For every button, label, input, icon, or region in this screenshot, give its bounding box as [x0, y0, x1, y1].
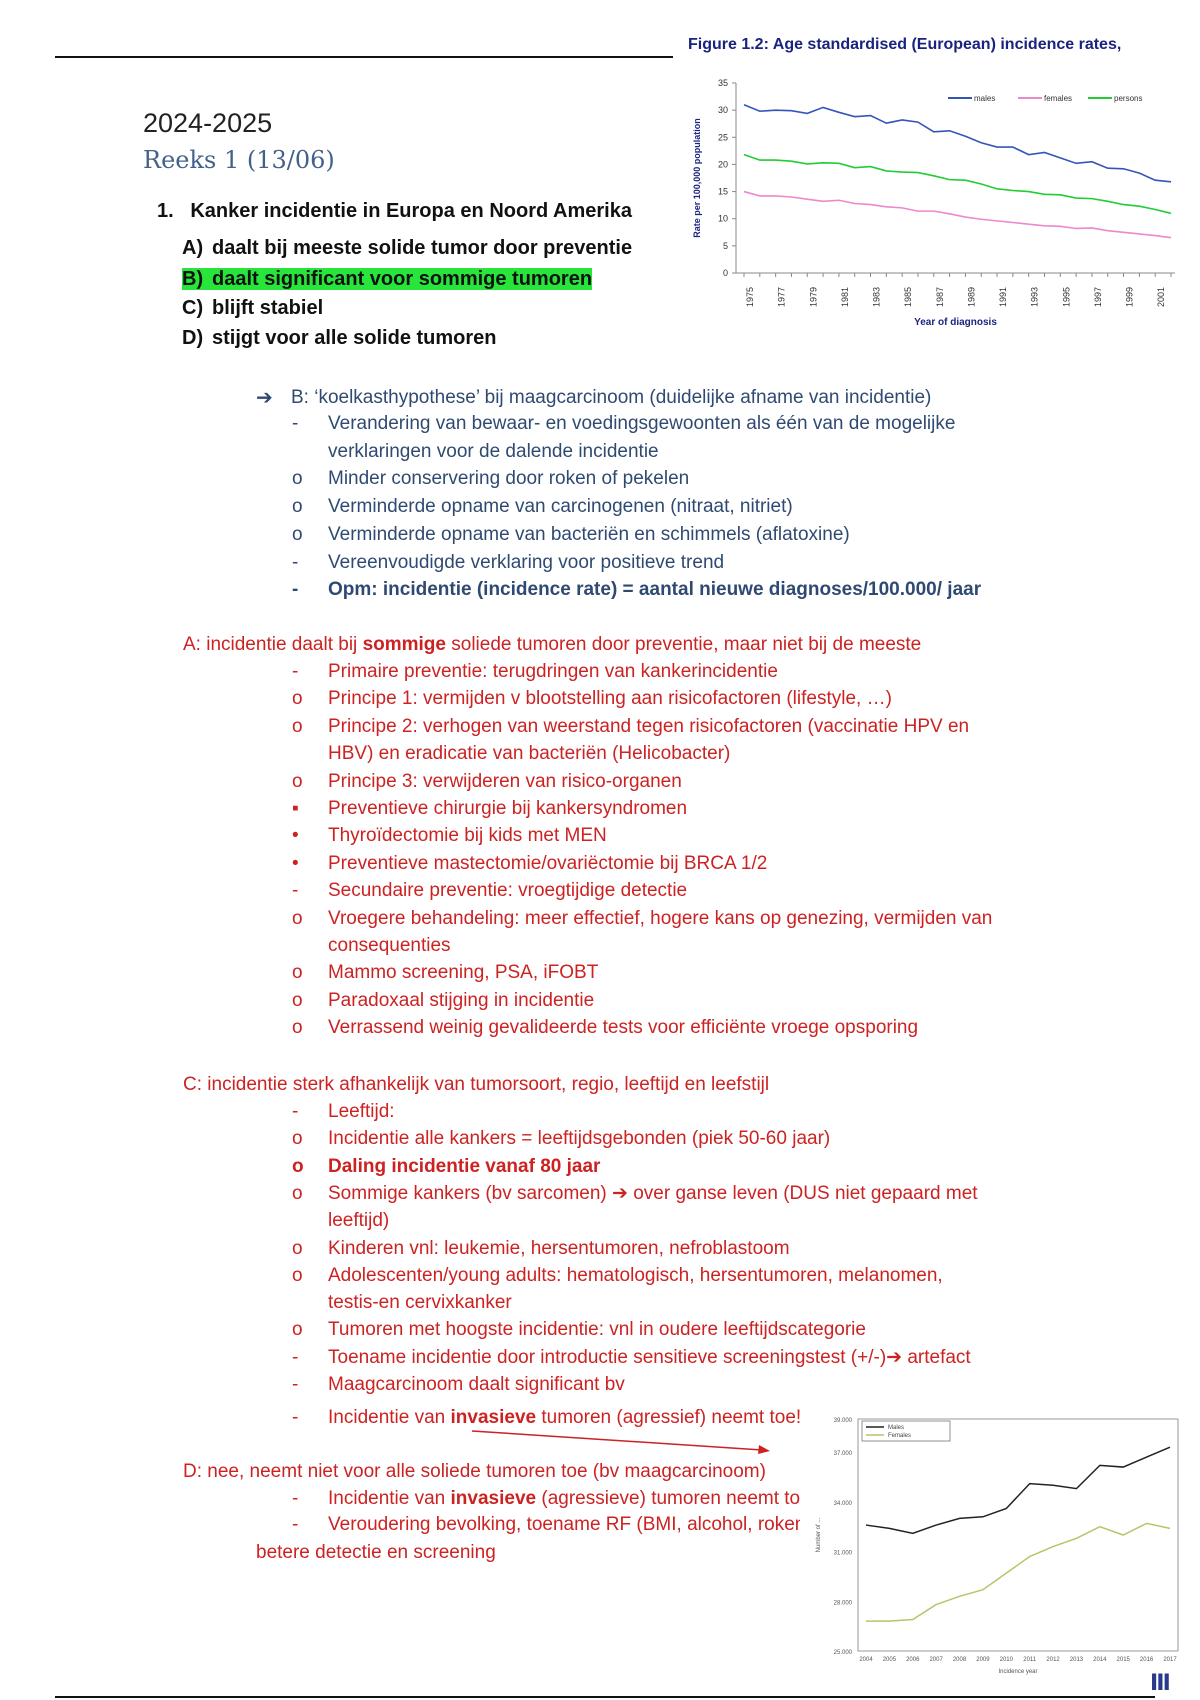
x-tick-label: 1983 — [871, 286, 882, 308]
y-tick-label: 20 — [717, 159, 728, 170]
y-tick-label: 37.000 — [833, 1451, 852, 1458]
list-item: Maagcarcinoom daalt significant bv — [328, 1374, 625, 1395]
bullet-marker: o — [292, 962, 303, 984]
x-tick-label: 2014 — [1093, 1657, 1107, 1663]
section-a-head-pre: A: incidentie daalt bij — [183, 634, 363, 655]
list-item: Paradoxaal stijging in incidentie — [328, 989, 595, 1011]
bullet-marker: o — [292, 1319, 303, 1341]
bullet-marker: o — [292, 770, 303, 792]
series-line-females — [744, 192, 1171, 238]
x-tick-label: 2017 — [1163, 1657, 1177, 1663]
x-tick-label: 2016 — [1139, 1657, 1154, 1663]
y-tick-label: 35 — [717, 78, 728, 88]
x-tick-label: 2006 — [906, 1657, 920, 1663]
text-bold: invasieve — [450, 1488, 537, 1509]
bullet-marker: o — [292, 688, 303, 710]
text-post: tumoren (agressief) neemt toe! — [536, 1407, 802, 1428]
list-item: Mammo screening, PSA, iFOBT — [328, 962, 599, 984]
list-item: Leeftijd: — [328, 1101, 395, 1122]
bullet-marker: - — [292, 1374, 299, 1395]
bullet-marker: - — [292, 1101, 299, 1122]
x-tick-label: 1993 — [1029, 286, 1040, 308]
x-tick-label: 1987 — [934, 286, 945, 308]
list-item: Incidentie alle kankers = leeftijdsgebonden (piek 50-60 jaar) — [328, 1128, 831, 1150]
list-item: Vroegere behandeling: meer effectief, hogere kans op genezing, vermijden van — [328, 907, 993, 929]
option-letter: D) — [182, 327, 204, 349]
bullet-marker: • — [292, 852, 299, 874]
option-letter: C) — [182, 297, 204, 319]
bullet-marker: - — [292, 552, 299, 573]
x-tick-label: 1989 — [966, 286, 977, 308]
option-text: blijft stabiel — [212, 297, 324, 319]
bullet-marker: o — [292, 1017, 303, 1039]
y-tick-label: 25 — [717, 132, 728, 143]
series-label: Reeks 1 (13/06) — [143, 146, 335, 174]
section-d-head: D: nee, neemt niet voor alle soliede tumoren toe (bv maagcarcinoom) — [183, 1461, 766, 1482]
section-b-head: B: ‘koelkasthypothese’ bij maagcarcinoom (duidelijke afname van incidentie) — [291, 387, 932, 408]
x-tick-label: 2015 — [1116, 1657, 1130, 1663]
text-bold: invasieve — [450, 1407, 537, 1428]
section-d-item — [328, 1486, 821, 1512]
bullet-marker: - — [292, 413, 299, 434]
x-tick-label: 1979 — [808, 286, 819, 308]
legend-label-Females: Females — [888, 1433, 912, 1439]
x-tick-label: 2009 — [976, 1657, 990, 1663]
y-tick-label: 28.000 — [833, 1600, 852, 1607]
bullet-marker: o — [292, 715, 303, 737]
x-axis-title: Incidence year — [998, 1669, 1038, 1675]
x-tick-label: 1975 — [745, 286, 755, 308]
x-tick-label: 2010 — [999, 1657, 1013, 1663]
section-a-head — [183, 632, 921, 658]
section-c-head: C: incidentie sterk afhankelijk van tumorsoort, regio, leeftijd en leefstijl — [183, 1074, 770, 1095]
x-tick-label: 2013 — [1069, 1657, 1084, 1663]
y-tick-label: 31.000 — [833, 1550, 852, 1557]
section-a-head-post: soliede tumoren door preventie, maar niet bij de meeste — [445, 634, 922, 655]
bottom-rule — [55, 1696, 1155, 1698]
option-a — [182, 237, 632, 260]
section-b-item: Verminderde opname van bacteriën en schimmels (aflatoxine) — [328, 524, 850, 545]
y-tick-label: 0 — [722, 268, 728, 278]
list-item: Principe 1: vermijden v blootstelling aan risicofactoren (lifestyle, …) — [328, 688, 892, 710]
section-b-item: Minder conservering door roken of pekelen — [328, 468, 690, 489]
section-b-item: verklaringen voor de dalende incidentie — [328, 441, 659, 462]
option-letter: B) — [182, 268, 204, 290]
bullet-marker: - — [292, 880, 299, 902]
list-item: Daling incidentie vanaf 80 jaar — [328, 1155, 601, 1177]
list-item: Preventieve chirurgie bij kankersyndromen — [328, 798, 688, 819]
bullet-marker: - — [292, 661, 299, 682]
section-b-note: Opm: incidentie (incidence rate) = aantal nieuwe diagnoses/100.000/ jaar — [328, 579, 982, 600]
text-pre: Incidentie van — [328, 1488, 451, 1509]
list-item: Principe 2: verhogen van weerstand tegen risicofactoren (vaccinatie HPV en — [328, 715, 970, 737]
case-count-chart — [800, 1413, 1190, 1685]
x-tick-label: 1997 — [1092, 286, 1103, 308]
bullet-marker: o — [292, 524, 303, 545]
x-tick-label: 2011 — [1023, 1657, 1037, 1663]
x-tick-label: 1999 — [1124, 286, 1135, 308]
option-text: stijgt voor alle solide tumoren — [212, 327, 497, 349]
y-axis-title: Number of ... — [816, 1517, 822, 1553]
question-number: 1. — [157, 200, 174, 222]
list-item: Primaire preventie: terugdringen van kankerincidentie — [328, 661, 778, 682]
x-tick-label: 2005 — [882, 1657, 897, 1663]
bullet-marker: - — [292, 1346, 299, 1368]
bullet-marker: o — [292, 496, 303, 517]
bullet-marker: • — [292, 825, 299, 847]
list-item: Thyroïdectomie bij kids met MEN — [328, 825, 607, 847]
x-tick-label: 2008 — [952, 1657, 967, 1663]
bullet-marker: - — [292, 579, 299, 600]
y-tick-label: 15 — [717, 186, 728, 197]
plot-frame — [858, 1419, 1178, 1651]
option-text: daalt bij meeste solide tumor door preventie — [212, 237, 633, 259]
legend-label-males: males — [974, 94, 996, 103]
y-tick-label: 34.000 — [833, 1500, 852, 1507]
y-tick-label: 39.000 — [833, 1418, 852, 1424]
logo-icon: Ⅲ — [1150, 1670, 1171, 1695]
option-letter: A) — [182, 237, 204, 259]
y-axis-title: Rate per 100,000 population — [692, 118, 702, 238]
bullet-marker: o — [292, 907, 303, 929]
question-text: Kanker incidentie in Europa en Noord Amerika — [190, 200, 632, 222]
bullet-marker: ▪ — [292, 798, 299, 819]
series-line-males — [744, 105, 1171, 182]
option-d — [182, 327, 497, 350]
list-item: Toename incidentie door introductie sensitieve screeningstest (+/-)➔ artefact — [328, 1346, 971, 1368]
x-tick-label: 2012 — [1046, 1657, 1060, 1663]
bullet-marker: o — [292, 1237, 303, 1259]
x-tick-label: 1981 — [839, 286, 850, 308]
list-item: leeftijd) — [328, 1210, 390, 1232]
section-b-item: Verandering van bewaar- en voedingsgewoonten als één van de mogelijke — [328, 413, 956, 434]
list-item: Verrassend weinig gevalideerde tests voor efficiënte vroege opsporing — [328, 1017, 919, 1039]
text-pre: Incidentie van — [328, 1407, 451, 1428]
list-item: Secundaire preventie: vroegtijdige detectie — [328, 880, 688, 902]
section-a-head-bold: sommige — [362, 634, 446, 655]
question-title — [157, 200, 632, 223]
legend-label-persons: persons — [1114, 94, 1143, 103]
bullet-marker: - — [292, 1514, 299, 1535]
list-item: Principe 3: verwijderen van risico-organen — [328, 770, 682, 792]
option-c — [182, 297, 323, 320]
x-tick-label: 1985 — [903, 286, 914, 308]
list-item: Tumoren met hoogste incidentie: vnl in oudere leeftijdscategorie — [328, 1319, 866, 1341]
list-item: Preventieve mastectomie/ovariëctomie bij BRCA 1/2 — [328, 852, 768, 874]
x-tick-label: 2007 — [929, 1657, 943, 1663]
bullet-marker: o — [292, 1128, 303, 1150]
arrow-icon: ➔ — [256, 387, 273, 409]
bullet-marker: o — [292, 468, 303, 489]
top-rule — [55, 56, 673, 58]
list-item: HBV) en eradicatie van bacteriën (Helicobacter) — [328, 743, 731, 765]
section-b-item: Vereenvoudigde verklaring voor positieve trend — [328, 552, 725, 573]
list-item: testis-en cervixkanker — [328, 1292, 512, 1314]
y-tick-label: 10 — [717, 213, 728, 224]
option-text: daalt significant voor sommige tumoren — [212, 268, 593, 290]
bullet-marker: o — [292, 1264, 303, 1286]
bullet-marker: - — [292, 1488, 299, 1509]
section-d-item: Veroudering bevolking, toename RF (BMI, alcohol, roken), — [328, 1514, 817, 1535]
y-tick-label: 30 — [717, 105, 728, 116]
legend-label-females: females — [1044, 94, 1073, 103]
text-post: (agressieve) tumoren neemt toe!! — [536, 1488, 822, 1509]
x-tick-label: 2001 — [1156, 286, 1167, 308]
section-b-item: Verminderde opname van carcinogenen (nitraat, nitriet) — [328, 496, 793, 517]
x-tick-label: 2004 — [859, 1657, 873, 1663]
list-item: Kinderen vnl: leukemie, hersentumoren, nefroblastoom — [328, 1237, 790, 1259]
option-b — [182, 268, 592, 291]
bullet-marker: o — [292, 1155, 304, 1177]
incidence-rate-chart — [688, 75, 1188, 335]
academic-year: 2024-2025 — [143, 108, 273, 138]
x-axis-title: Year of diagnosis — [914, 317, 997, 328]
x-tick-label: 1977 — [776, 286, 787, 308]
x-tick-label: 1995 — [1061, 286, 1072, 308]
legend-label-Males: Males — [888, 1425, 905, 1431]
list-item: consequenties — [328, 935, 451, 956]
bullet-marker: o — [292, 1182, 303, 1204]
section-d-item: betere detectie en screening — [256, 1542, 496, 1563]
list-item: Sommige kankers (bv sarcomen) ➔ over ganse leven (DUS niet gepaard met — [328, 1182, 978, 1204]
y-tick-label: 5 — [722, 240, 728, 251]
annotation-arrow — [470, 1426, 780, 1456]
bullet-marker: o — [292, 989, 303, 1011]
bullet-marker: - — [292, 1407, 299, 1428]
figure-title: Figure 1.2: Age standardised (European) incidence rates, — [688, 36, 1122, 53]
list-item: Adolescenten/young adults: hematologisch, hersentumoren, melanomen, — [328, 1264, 943, 1286]
x-tick-label: 1991 — [998, 286, 1009, 308]
series-line-persons — [744, 155, 1171, 214]
y-tick-label: 25.000 — [833, 1650, 852, 1656]
